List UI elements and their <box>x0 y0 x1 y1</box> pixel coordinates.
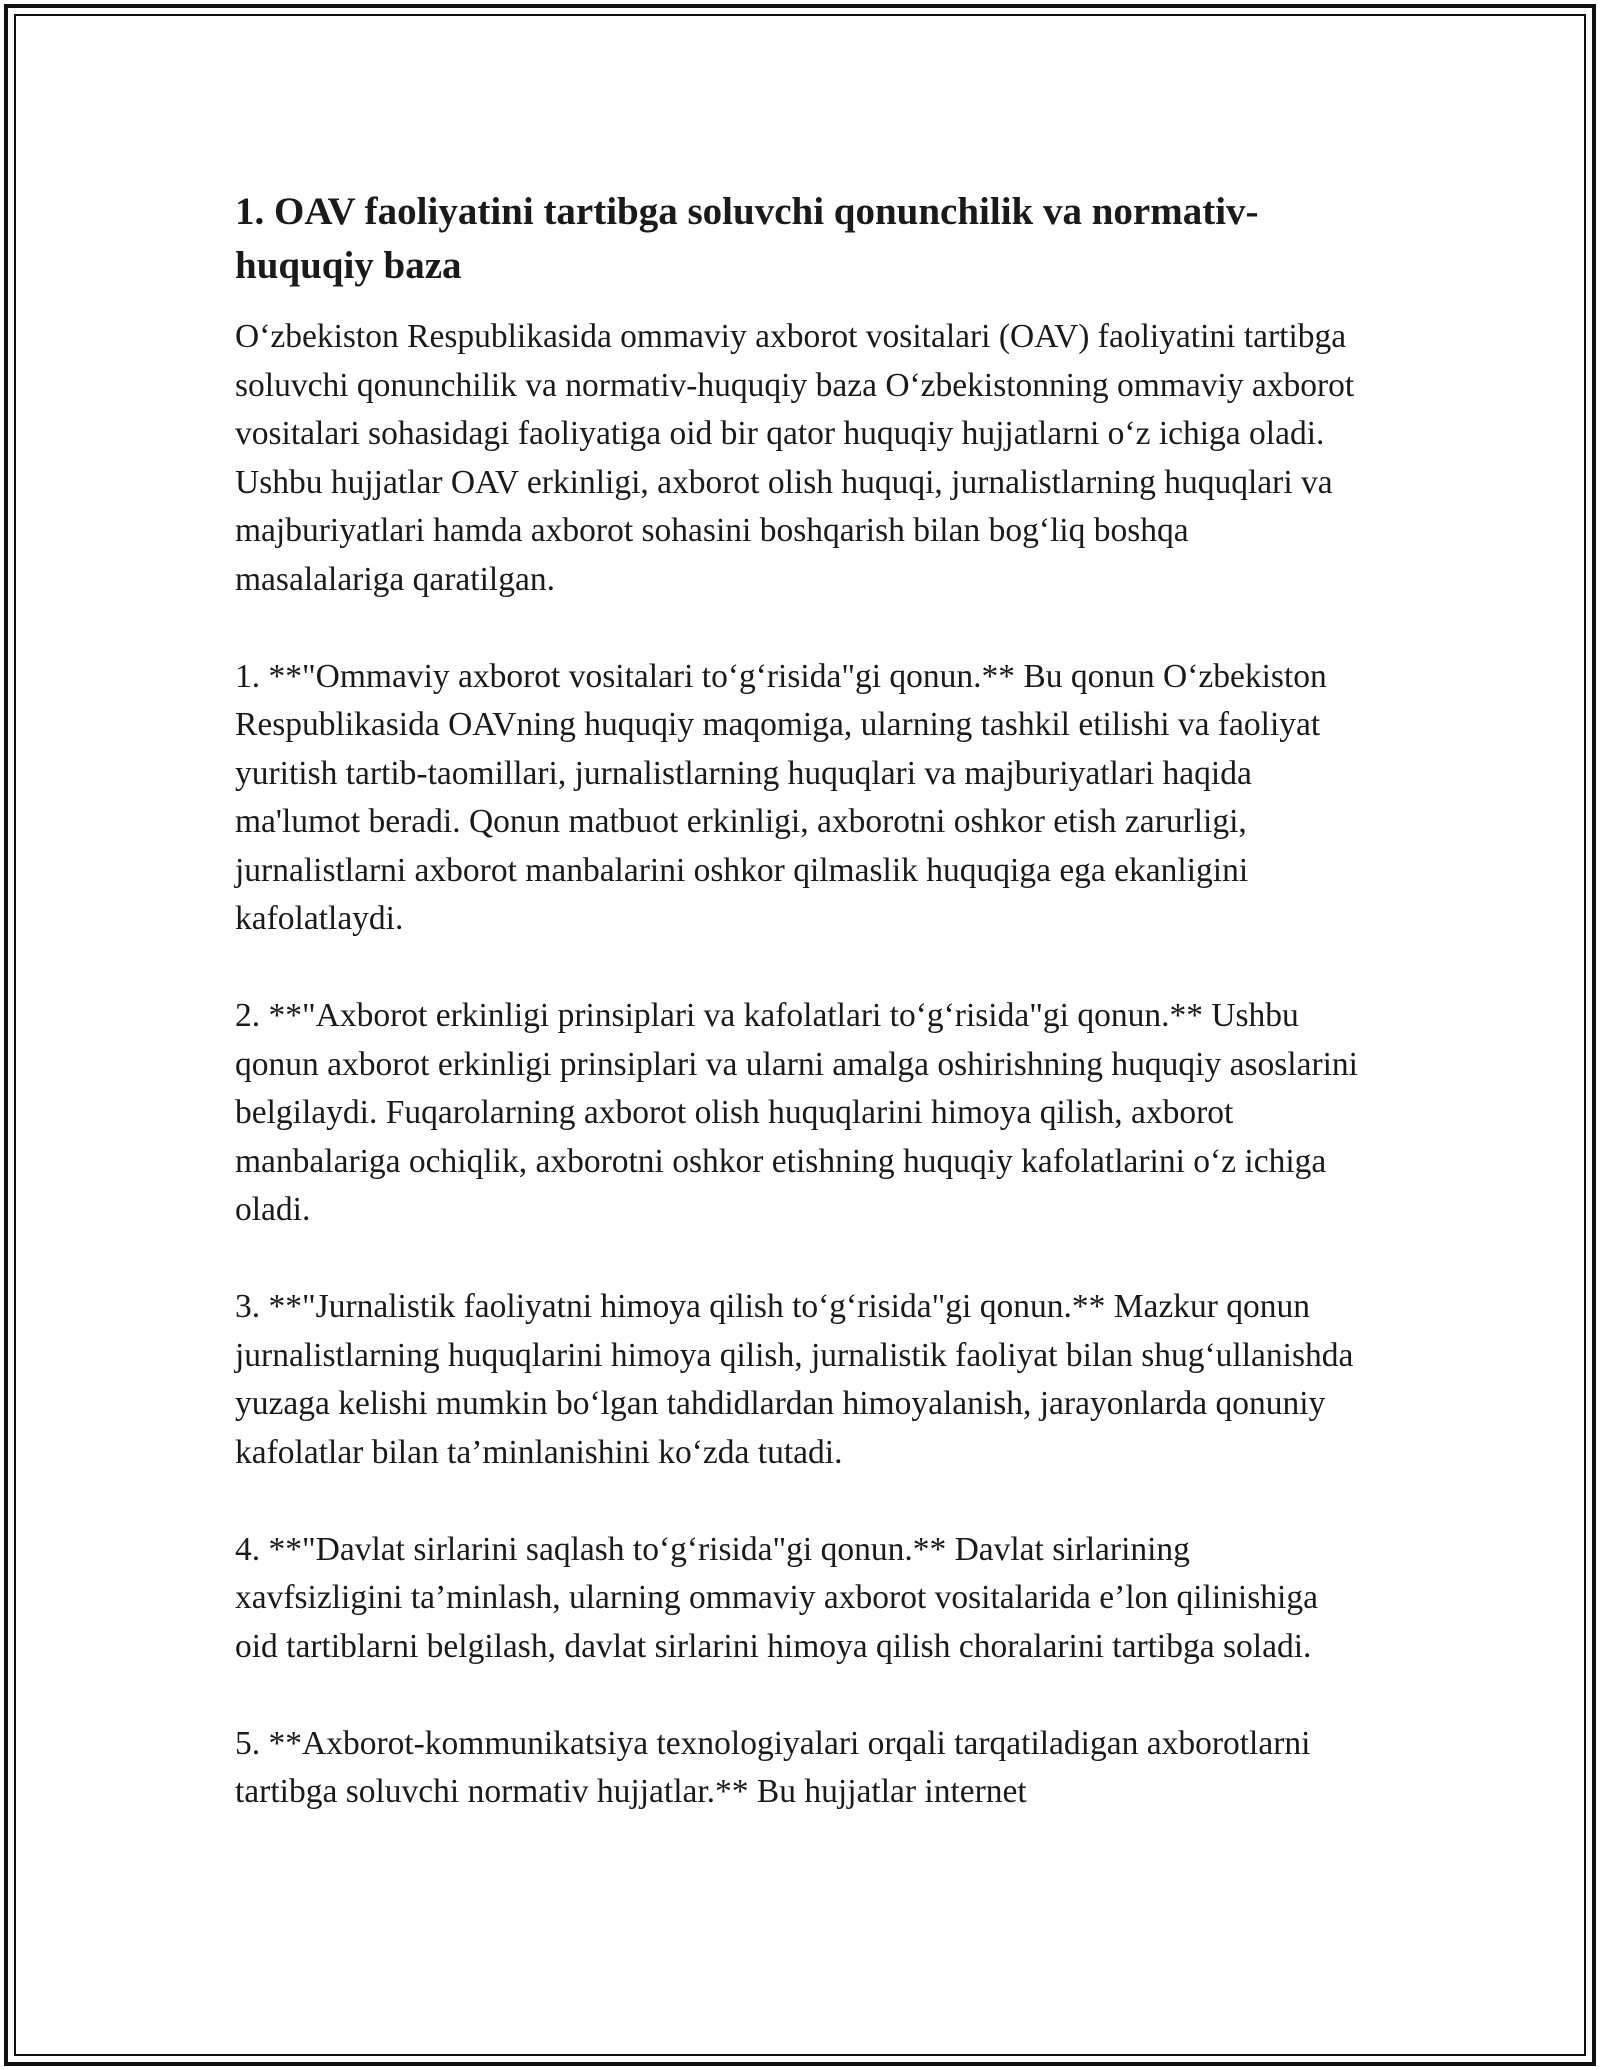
intro-paragraph: O‘zbekiston Respublikasida ommaviy axborot vositalari (OAV) faoliyatini tartibga soluvchi qonunchilik va normativ-huquqiy baza O‘zbekistonning ommaviy axborot vositalari sohasidagi faoliyatiga oid bir qator huquqiy hujjatlarni o‘z ichiga oladi. Ushbu hujjatlar OAV erkinligi, axborot olish huquqi, jurnalistlarning huquqlari va majburiyatlari hamda axborot sohasini boshqarish bilan bog‘liq boshqa masalalariga qaratilgan. <box>235 318 1355 598</box>
document-body <box>235 185 1365 1865</box>
list-item-2: 2. **"Axborot erkinligi prinsiplari va kafolatlari to‘g‘risida"gi qonun.** Ushbu qonun axborot erkinligi prinsiplari va ularni amalga oshirishning huquqiy asoslarini belgilaydi. Fuqarolarning axborot olish huquqlarini himoya qilish, axborot manbalariga ochiqlik, axborotni oshkor etishning huquqiy kafolatlarini o‘z ichiga oladi. <box>235 997 1358 1228</box>
section-heading: 1. OAV faoliyatini tartibga soluvchi qonunchilik va normativ-huquqiy baza <box>235 190 1259 287</box>
list-item-1: 1. **"Ommaviy axborot vositalari to‘g‘risida"gi qonun.** Bu qonun O‘zbekiston Respublikasida OAVning huquqiy maqomiga, ularning tashkil etilishi va faoliyat yuritish tartib-taomillari, jurnalistlarning huquqlari va majburiyatlari haqida ma'lumot beradi. Qonun matbuot erkinligi, axborotni oshkor etish zarurligi, jurnalistlarni axborot manbalarini oshkor qilmaslik huquqiga ega ekanligini kafolatlaydi. <box>235 657 1327 937</box>
list-item-5: 5. **Axborot-kommunikatsiya texnologiyalari orqali tarqatiladigan axborotlarni tartibga soluvchi normativ hujjatlar.** Bu hujjatlar internet <box>235 1724 1311 1810</box>
list-item-4: 4. **"Davlat sirlarini saqlash to‘g‘risida"gi qonun.** Davlat sirlarining xavfsizligini ta’minlash, ularning ommaviy axborot vositalarida e’lon qilinishiga oid tartiblarni belgilash, davlat sirlarini himoya qilish choralarini tartibga soladi. <box>235 1530 1318 1665</box>
list-item-3: 3. **"Jurnalistik faoliyatni himoya qilish to‘g‘risida"gi qonun.** Mazkur qonun jurnalistlarning huquqlarini himoya qilish, jurnalistik faoliyat bilan shug‘ullanishda yuzaga kelishi mumkin bo‘lgan tahdidlardan himoyalanish, jarayonlarda qonuniy kafolatlar bilan ta’minlanishini ko‘zda tutadi. <box>235 1288 1354 1471</box>
